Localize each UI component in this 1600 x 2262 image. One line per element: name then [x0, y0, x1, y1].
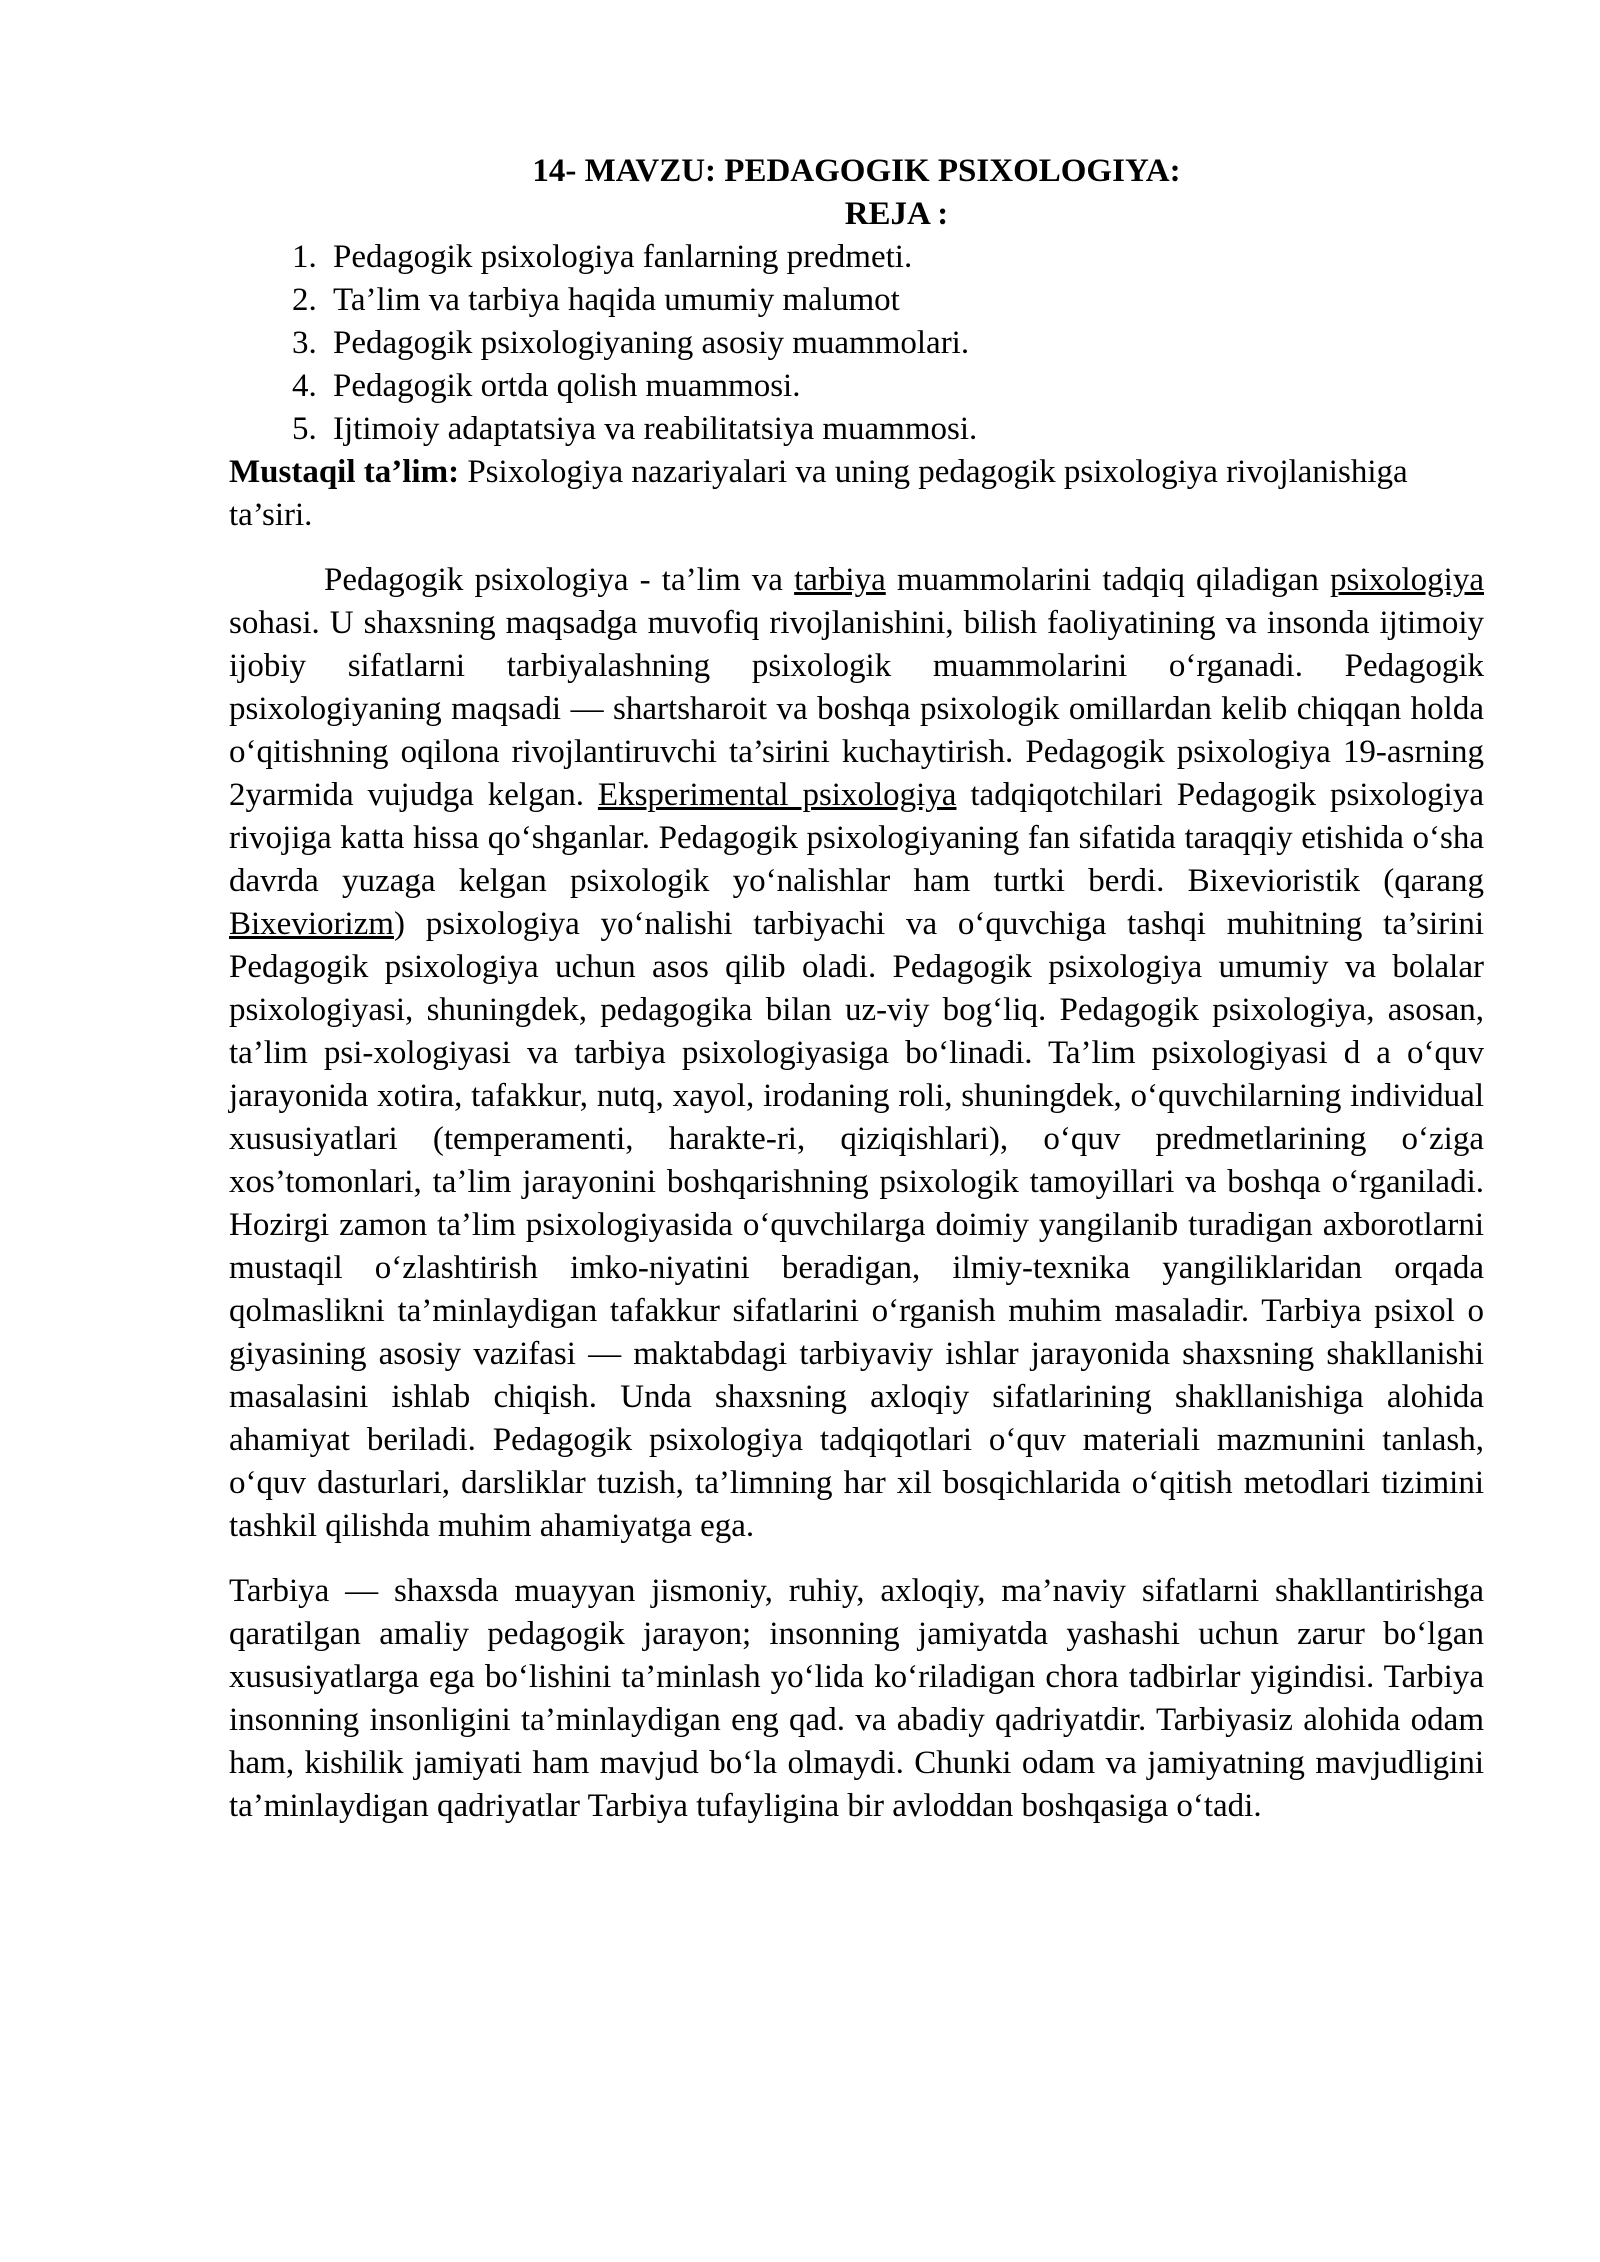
plan-item: 5. Ijtimoiy adaptatsiya va reabilitatsiya muammosi. [325, 408, 1484, 451]
plan-item: 2. Ta’lim va tarbiya haqida umumiy malumot [325, 279, 1484, 322]
text-run: tadqiqotchilari Pedagogik psixologiya rivojiga katta hissa qo‘shganlar. Pedagogik psixologiyaning fan sifatida taraqqiy etishida o‘sha davrda yuzaga kelgan psixologik yo‘nalishlar ham turtki berdi. Bixevioristik (qarang [229, 777, 1484, 899]
plan-item: 3. Pedagogik psixologiyaning asosiy muammolari. [325, 322, 1484, 365]
link-bixeviorizm[interactable]: Bixeviorizm [229, 906, 394, 942]
text-run: muammolarini tadqiq qiladigan [885, 562, 1330, 598]
independent-study [229, 451, 1484, 537]
independent-study-label: Mustaqil ta’lim: [229, 454, 460, 490]
plan-item: 4. Pedagogik ortda qolish muammosi. [325, 365, 1484, 408]
text-run: sohasi. U shaxsning maqsadga muvofiq rivojlanishini, bilish faoliyatining va insonda ijtimoiy ijobiy sifatlarni tarbiyalashning psixologik muammolarini o‘rganadi. Pedagogik psixologiyaning maqsadi — shartsharoit va boshqa psixologik omillardan kelib chiqqan holda o‘qitishning oqilona rivojlantiruvchi ta’sirini kuchaytirish. Pedagogik psixologiya 19-asrning 2yarmida vujudga kelgan. [229, 605, 1484, 813]
document-page [229, 150, 1484, 1828]
link-psixologiya[interactable]: psixologiya [1330, 562, 1484, 598]
text-run: Pedagogik psixologiya - ta’lim va [324, 562, 795, 598]
link-tarbiya[interactable]: tarbiya [794, 562, 886, 598]
plan-list [229, 236, 1484, 451]
plan-heading: REJA : [844, 196, 949, 232]
link-eksperimental-psixologiya[interactable]: Eksperimental psixologiya [597, 777, 957, 813]
paragraph-pedagogical-psychology [229, 559, 1484, 1548]
page-title: 14- MAVZU: PEDAGOGIK PSIXOLOGIYA: [532, 153, 1181, 189]
paragraph-tarbiya: Tarbiya — shaxsda muayyan jismoniy, ruhiy, axloqiy, ma’naviy sifatlarni shakllantirishga qaratilgan amaliy pedagogik jarayon; insonning jamiyatda yashashi uchun zarur bo‘lgan xususiyatlarga ega bo‘lishini ta’minlash yo‘lida ko‘riladigan chora tadbirlar yigindisi. Tarbiya insonning insonligini ta’minlaydigan eng qad. va abadiy qadriyatdir. Tarbiyasiz alohida odam ham, kishilik jamiyati ham mavjud bo‘la olmaydi. Chunki odam va jamiyatning mavjudligini ta’minlaydigan qadriyatlar Tarbiya tufayligina bir avloddan boshqasiga o‘tadi. [229, 1573, 1484, 1824]
text-run: ) psixologiya yo‘nalishi tarbiyachi va o‘quvchiga tashqi muhitning ta’sirini Pedagogik psixologiya uchun asos qilib oladi. Pedagogik psixologiya umumiy va bolalar psixologiyasi, shuningdek, pedagogika bilan uz-viy bog‘liq. Pedagogik psixologiya, asosan, ta’lim psi-xologiyasi va tarbiya psixologiyasiga bo‘linadi. Ta’lim psixologiyasi d a o‘quv jarayonida xotira, tafakkur, nutq, xayol, irodaning roli, shuningdek, o‘quvchilarning individual xususiyatlari (temperamenti, harakte-ri, qiziqishlari), o‘quv predmetlarining o‘ziga xos’tomonlari, ta’lim jarayonini boshqarishning psixologik tamoyillari va boshqa o‘rganiladi. Hozirgi zamon ta’lim psixologiyasida o‘quvchilarga doimiy yangilanib turadigan axborotlarni mustaqil o‘zlashtirish imko-niyatini beradigan, ilmiy-texnika yangiliklaridan orqada qolmaslikni ta’minlaydigan tafakkur sifatlarini o‘rganish muhim masaladir. Tarbiya psixol o giyasining asosiy vazifasi — maktabdagi tarbiyaviy ishlar jarayonida shaxsning shakllanishi masalasini ishlab chiqish. Unda shaxsning axloqiy sifatlarining shakllanishiga alohida ahamiyat beriladi. Pedagogik psixologiya tadqiqotlari o‘quv materiali mazmunini tanlash, o‘quv dasturlari, darsliklar tuzish, ta’limning har xil bosqichlarida o‘qitish metodlari tizimini tashkil qilishda muhim ahamiyatga ega. [229, 906, 1484, 1544]
plan-item: 1. Pedagogik psixologiya fanlarning predmeti. [325, 236, 1484, 279]
independent-study-text: Psixologiya nazariyalari va uning pedagogik psixologiya rivojlanishiga ta’siri. [229, 454, 1408, 533]
